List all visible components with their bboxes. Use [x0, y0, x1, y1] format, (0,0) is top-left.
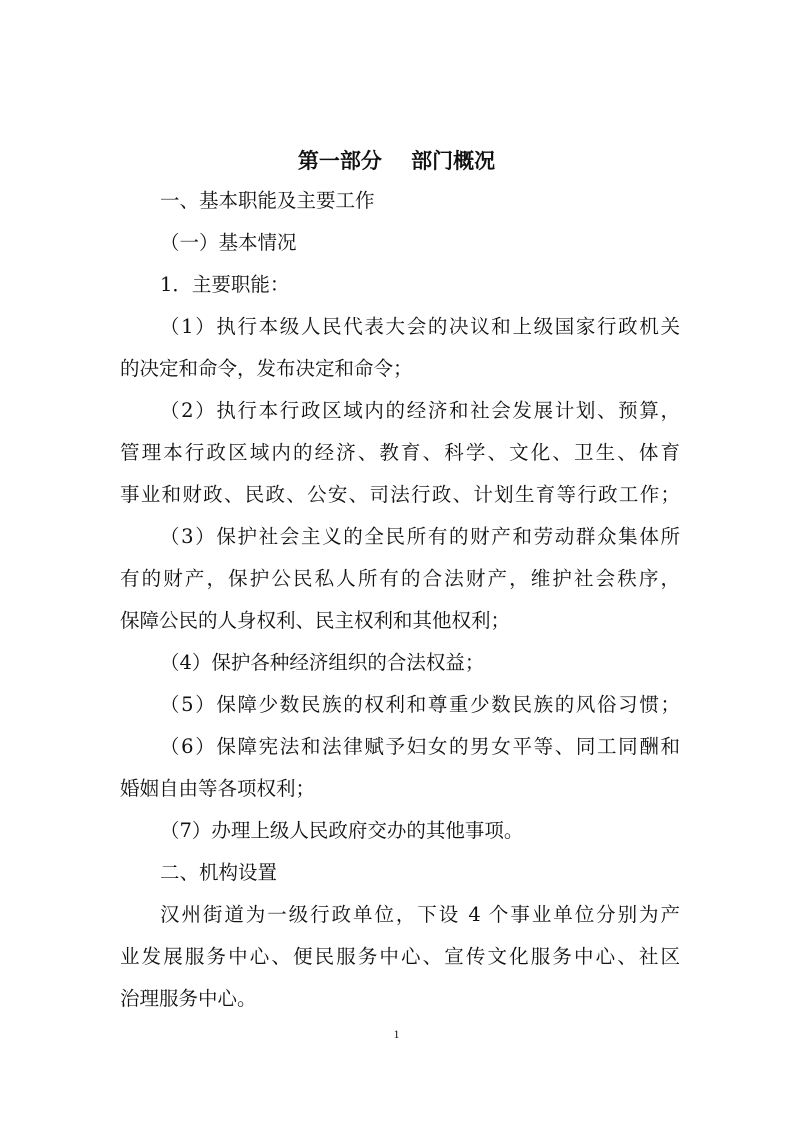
function-item-4-line-1: （4）保护各种经济组织的合法权益；: [160, 651, 485, 674]
organization-line-3: 治理服务中心。: [120, 987, 257, 1010]
function-item-2-line-3: 事业和财政、民政、公安、司法行政、计划生育等行政工作；: [120, 483, 680, 506]
function-item-5-line-1: （5）保障少数民族的权利和尊重少数民族的风俗习惯；: [160, 693, 680, 716]
function-item-2-line-2: 管理本行政区域内的经济、教育、科学、文化、卫生、体育: [120, 441, 680, 464]
function-item-3-line-3: 保障公民的人身权利、民主权利和其他权利；: [120, 609, 511, 632]
organization-line-2: 业发展服务中心、便民服务中心、宣传文化服务中心、社区: [120, 945, 680, 968]
function-item-1-line-2: 的决定和命令，发布决定和命令；: [120, 357, 413, 380]
function-item-3-line-1: （3）保护社会主义的全民所有的财产和劳动群众集体所: [160, 525, 680, 548]
organization-line-1: 汉州街道为一级行政单位，下设 4 个事业单位分别为产: [160, 903, 680, 926]
main-functions-heading: 1．主要职能：: [160, 273, 290, 296]
function-item-6-line-2: 婚姻自由等各项权利；: [120, 777, 316, 800]
section-heading-organization: 二、机构设置: [160, 861, 278, 884]
subsection-heading-basic-situation: （一）基本情况: [160, 231, 297, 254]
page-number: 1: [393, 1027, 400, 1041]
function-item-2-line-1: （2）执行本行政区域内的经济和社会发展计划、预算，: [160, 399, 680, 422]
function-item-3-line-2: 有的财产，保护公民私人所有的合法财产，维护社会秩序，: [120, 567, 680, 590]
function-item-7-line-1: （7）办理上级人民政府交办的其他事项。: [160, 819, 524, 842]
function-item-1-line-1: （1）执行本级人民代表大会的决议和上级国家行政机关: [160, 315, 680, 338]
function-item-6-line-1: （6）保障宪法和法律赋予妇女的男女平等、同工同酬和: [160, 735, 680, 758]
section-heading-basic-functions: 一、基本职能及主要工作: [160, 189, 375, 212]
page-title: 第一部分 部门概况: [297, 149, 496, 173]
